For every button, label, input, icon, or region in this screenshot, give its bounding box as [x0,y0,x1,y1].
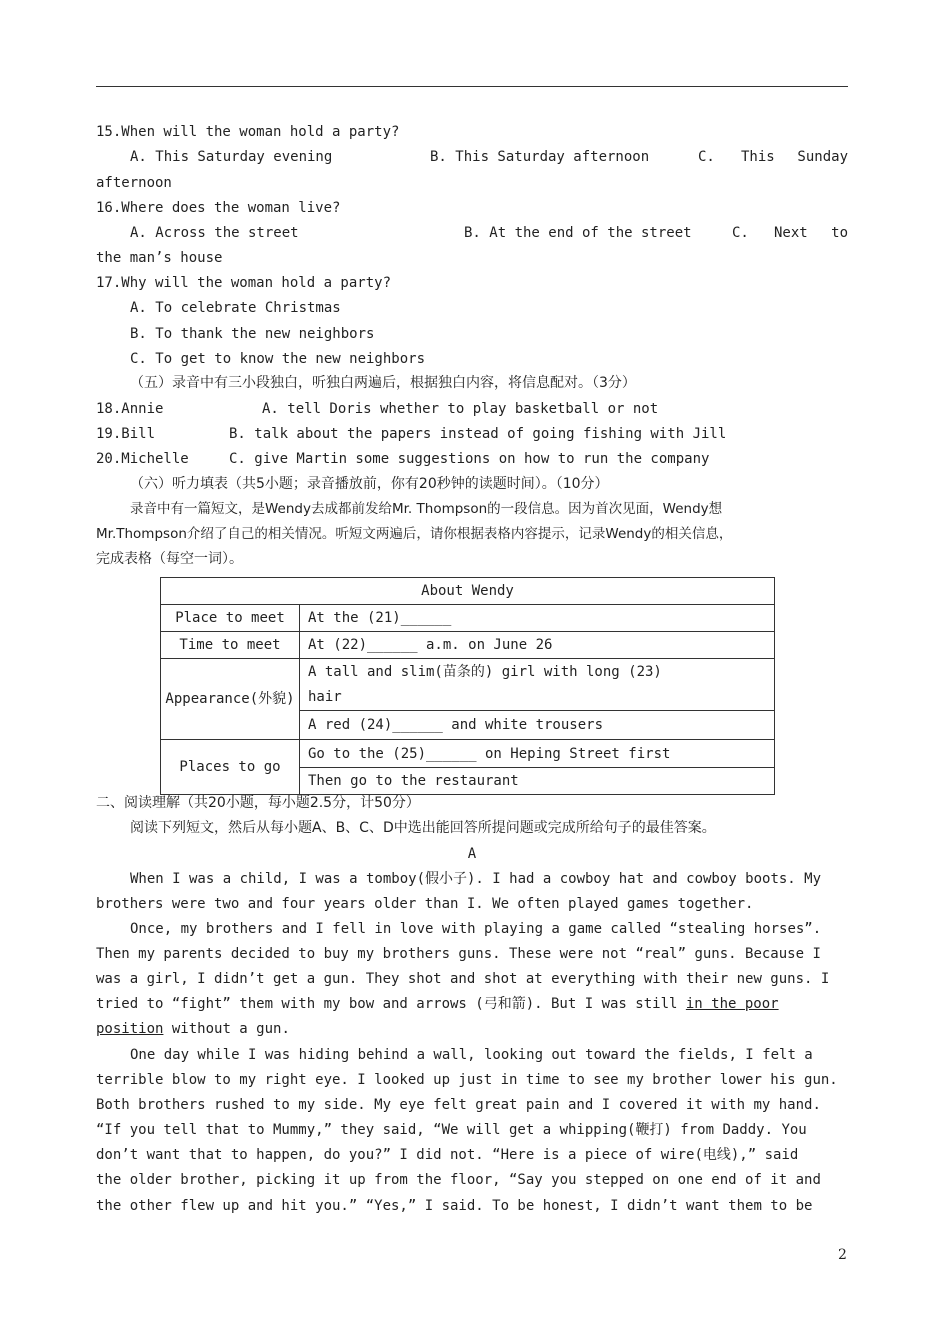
q16-option-c-3: to [831,225,848,241]
section-6-intro-2: Mr.Thompson介绍了自己的相关情况。听短文两遍后，请你根据表格内容提示，记录Wendy的相关信息， [96,526,733,542]
q15-option-b: B. This Saturday afternoon [430,149,650,165]
match-item-19 [96,425,848,443]
page-number: 2 [838,1247,847,1263]
match-item-20-label: 20.Michelle [96,451,189,467]
time-to-meet-label: Time to meet [161,632,300,659]
section-6-intro-1: 录音中有一篇短文，是Wendy去成都前发给Mr. Thompson的一段信息。因为首次见面，Wendy想 [130,501,723,517]
q15-option-a: A. This Saturday evening [130,149,333,165]
passage-text: without a gun. [163,1021,290,1037]
header-rule [96,86,848,87]
section-5-heading: （五）录音中有三小段独白，听独白两遍后，根据独白内容，将信息配对。（3分） [130,375,636,391]
match-item-18 [96,400,848,418]
match-item-18-text: A. tell Doris whether to play basketball or not [262,401,659,417]
passage-line: terrible blow to my right eye. I looked up just in time to see my brother lower his gun. [96,1072,838,1088]
q15-option-c-2: This [741,149,775,165]
passage-line: When I was a child, I was a tomboy(假小子). I had a cowboy hat and cowboy boots. My [130,871,822,887]
place-to-meet-value: At the (21)______ [300,605,775,632]
q16-option-c-cont: the man’s house [96,250,223,266]
passage-line: “If you tell that to Mummy,” they said, “We will get a whipping(鞭打) from Daddy. You [96,1122,807,1138]
q15-option-c-3: Sunday [797,149,848,165]
part-2-heading: 二、阅读理解（共20小题，每小题2.5分，计50分） [96,795,420,811]
underlined-phrase: position [96,1021,164,1037]
section-6-intro-3: 完成表格（每空一词）。 [96,551,243,567]
underlined-phrase: in the poor [685,996,779,1012]
passage-label: A [467,846,477,862]
match-item-18-label: 18.Annie [96,401,164,417]
q16-option-b: B. At the end of the street [464,225,692,241]
time-to-meet-value: At (22)______ a.m. on June 26 [300,632,775,659]
q15-stem: 15.When will the woman hold a party? [96,124,400,140]
appearance-value-1b: hair [308,688,342,705]
q15-option-c-cont: afternoon [96,175,172,191]
appearance-value-2: A red (24)______ and white trousers [300,711,775,740]
q16-option-c-2: Next [774,225,808,241]
match-item-20-text: C. give Martin some suggestions on how to run the company [229,451,710,467]
q17-option-c: C. To get to know the new neighbors [130,351,426,367]
passage-line: don’t want that to happen, do you?” I did not. “Here is a piece of wire(电线),” said [96,1147,799,1163]
about-wendy-table [160,577,775,795]
q16-option-c-1: C. [732,225,749,241]
match-item-19-label: 19.Bill [96,426,156,442]
part-2-instruction: 阅读下列短文，然后从每小题A、B、C、D中选出能回答所提问题或完成所给句子的最佳答案。 [130,820,716,836]
places-to-go-label: Places to go [161,740,300,795]
places-to-go-value-2: Then go to the restaurant [300,768,775,795]
passage-line: brothers were two and four years older than I. We often played games together. [96,896,754,912]
passage-line: the other flew up and hit you.” “Yes,” I said. To be honest, I didn’t want them to be [96,1198,813,1214]
places-to-go-value-1: Go to the (25)______ on Heping Street first [300,740,775,768]
appearance-value-1 [300,659,775,711]
passage-line: Once, my brothers and I fell in love with playing a game called “stealing horses”. [130,921,822,937]
passage-line: Then my parents decided to buy my brothers guns. These were not “real” guns. Because I [96,946,821,962]
q17-option-b: B. To thank the new neighbors [130,326,375,342]
q16-stem: 16.Where does the woman live? [96,200,341,216]
passage-line [96,1020,848,1038]
match-item-19-text: B. talk about the papers instead of going fishing with Jill [229,426,727,442]
place-to-meet-label: Place to meet [161,605,300,632]
q16-option-a: A. Across the street [130,225,299,241]
section-6-heading: （六）听力填表（共5小题；录音播放前，你有20秒钟的读题时间）。（10分） [130,476,609,492]
appearance-value-1a: A tall and slim(苗条的) girl with long (23) [308,663,662,680]
match-item-20 [96,450,848,468]
q17-option-a: A. To celebrate Christmas [130,300,341,316]
passage-line [96,995,848,1013]
appearance-label: Appearance(外貌) [161,659,300,740]
passage-line: was a girl, I didn’t get a gun. They shot and shot at everything with their new guns. I [96,971,830,987]
q17-stem: 17.Why will the woman hold a party? [96,275,392,291]
passage-line: One day while I was hiding behind a wall, looking out toward the fields, I felt a [130,1047,813,1063]
appearance-value-1-line [308,660,766,685]
q15-option-c-1: C. [698,149,715,165]
passage-line: the older brother, picking it up from the floor, “Say you stepped on one end of it and [96,1172,821,1188]
passage-text: tried to “fight” them with my bow and arrows (弓和箭). But I was still [96,996,686,1012]
table-title: About Wendy [161,578,775,605]
passage-line: Both brothers rushed to my side. My eye felt great pain and I covered it with my hand. [96,1097,821,1113]
